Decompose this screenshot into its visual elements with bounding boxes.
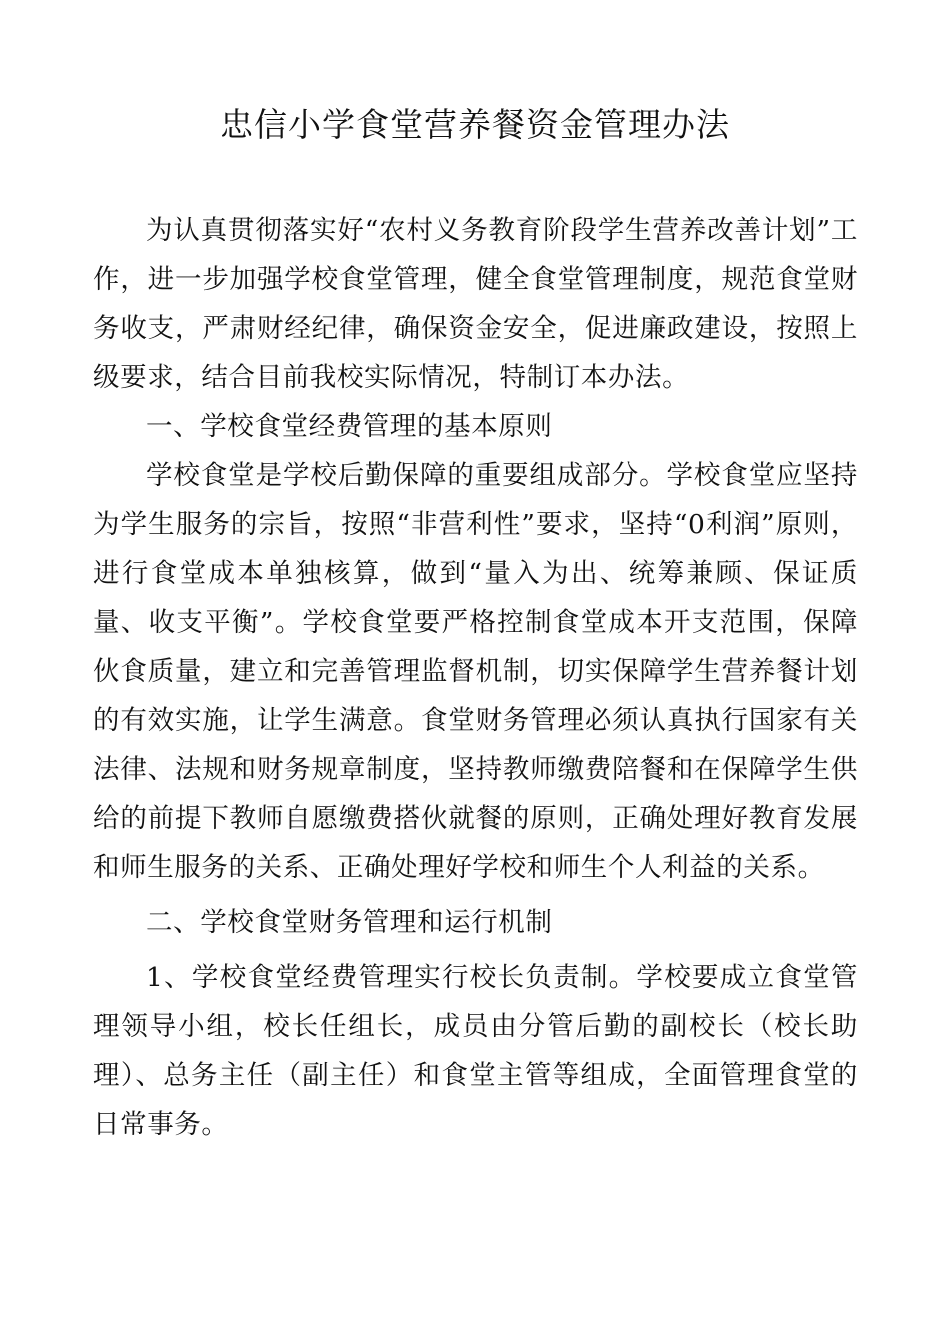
section-heading-1: 一、学校食堂经费管理的基本原则: [146, 411, 553, 442]
document-body: [93, 206, 858, 1149]
document-title: 忠信小学食堂营养餐资金管理办法: [220, 105, 730, 144]
intro-paragraph: 为认真贯彻落实好“农村义务教育阶段学生营养改善计划”工作，进一步加强学校食堂管理，健全食堂管理制度，规范食堂财务收支，严肃财经纪律，确保资金安全，促进廉政建设，按照上级要求，结合目前我校实际情况，特制订本办法。: [93, 215, 858, 393]
section-heading-2: 二、学校食堂财务管理和运行机制: [146, 907, 553, 938]
section-1-paragraph: 学校食堂是学校后勤保障的重要组成部分。学校食堂应坚持为学生服务的宗旨，按照“非营利性”要求，坚持“0利润”原则，进行食堂成本单独核算，做到“量入为出、统筹兼顾、保证质量、收支平衡”。学校食堂要严格控制食堂成本开支范围，保障伙食质量，建立和完善管理监督机制，切实保障学生营养餐计划的有效实施，让学生满意。食堂财务管理必须认真执行国家有关法律、法规和财务规章制度，坚持教师缴费陪餐和在保障学生供给的前提下教师自愿缴费搭伙就餐的原则，正确处理好教育发展和师生服务的关系、正确处理好学校和师生个人利益的关系。: [93, 460, 858, 883]
section-2-item-1-paragraph: 1、学校食堂经费管理实行校长负责制。学校要成立食堂管理领导小组，校长任组长，成员由分管后勤的副校长（校长助理）、总务主任（副主任）和食堂主管等组成，全面管理食堂的日常事务。: [93, 962, 858, 1140]
